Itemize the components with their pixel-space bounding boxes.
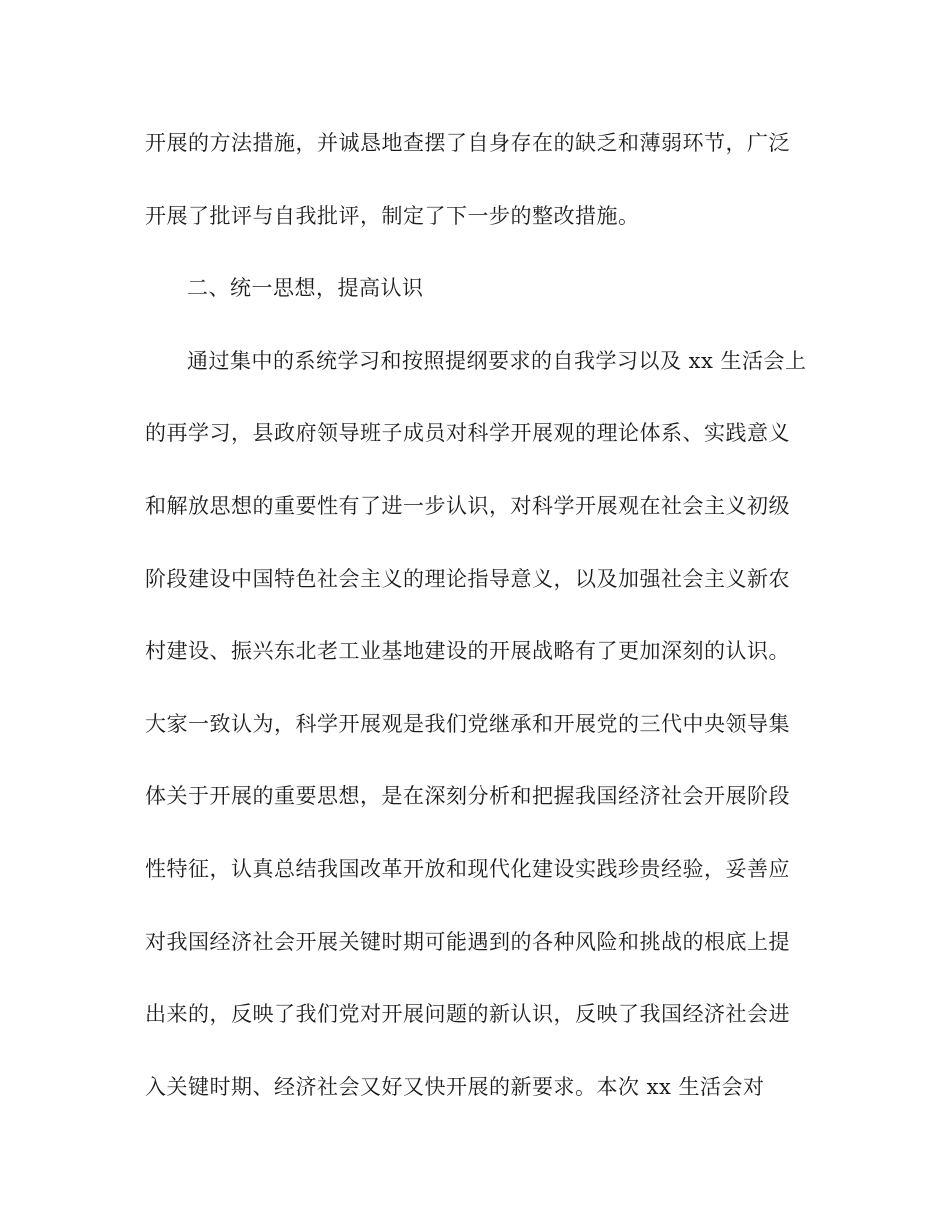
paragraph-line: 开展了批评与自我批评，制定了下一步的整改措施。	[145, 204, 640, 228]
paragraph-line: 开展的方法措施，并诚恳地查摆了自身存在的缺乏和薄弱环节，广泛	[145, 131, 790, 155]
paragraph-line: 对我国经济社会开展关键时期可能遇到的各种风险和挑战的根底上提	[145, 930, 790, 954]
paragraph-line: 性特征，认真总结我国改革开放和现代化建设实践珍贵经验，妥善应	[145, 857, 790, 881]
paragraph-line: 阶段建设中国特色社会主义的理论指导意义，以及加强社会主义新农	[145, 567, 790, 591]
paragraph-line: 入关键时期、经济社会又好又快开展的新要求。本次 xx 生活会对	[145, 1075, 765, 1099]
paragraph-line: 村建设、振兴东北老工业基地建设的开展战略有了更加深刻的认识。	[145, 639, 790, 663]
paragraph-line: 的再学习，县政府领导班子成员对科学开展观的理论体系、实践意义	[145, 421, 790, 445]
paragraph-line: 和解放思想的重要性有了进一步认识，对科学开展观在社会主义初级	[145, 494, 790, 518]
paragraph-line: 大家一致认为，科学开展观是我们党继承和开展党的三代中央领导集	[145, 712, 790, 736]
section-heading: 二、统一思想，提高认识	[187, 276, 424, 300]
paragraph-line: 体关于开展的重要思想，是在深刻分析和把握我国经济社会开展阶段	[145, 784, 790, 808]
paragraph-line: 出来的，反映了我们党对开展问题的新认识，反映了我国经济社会进	[145, 1002, 790, 1026]
paragraph-line: 通过集中的系统学习和按照提纲要求的自我学习以及 xx 生活会上	[187, 349, 807, 373]
